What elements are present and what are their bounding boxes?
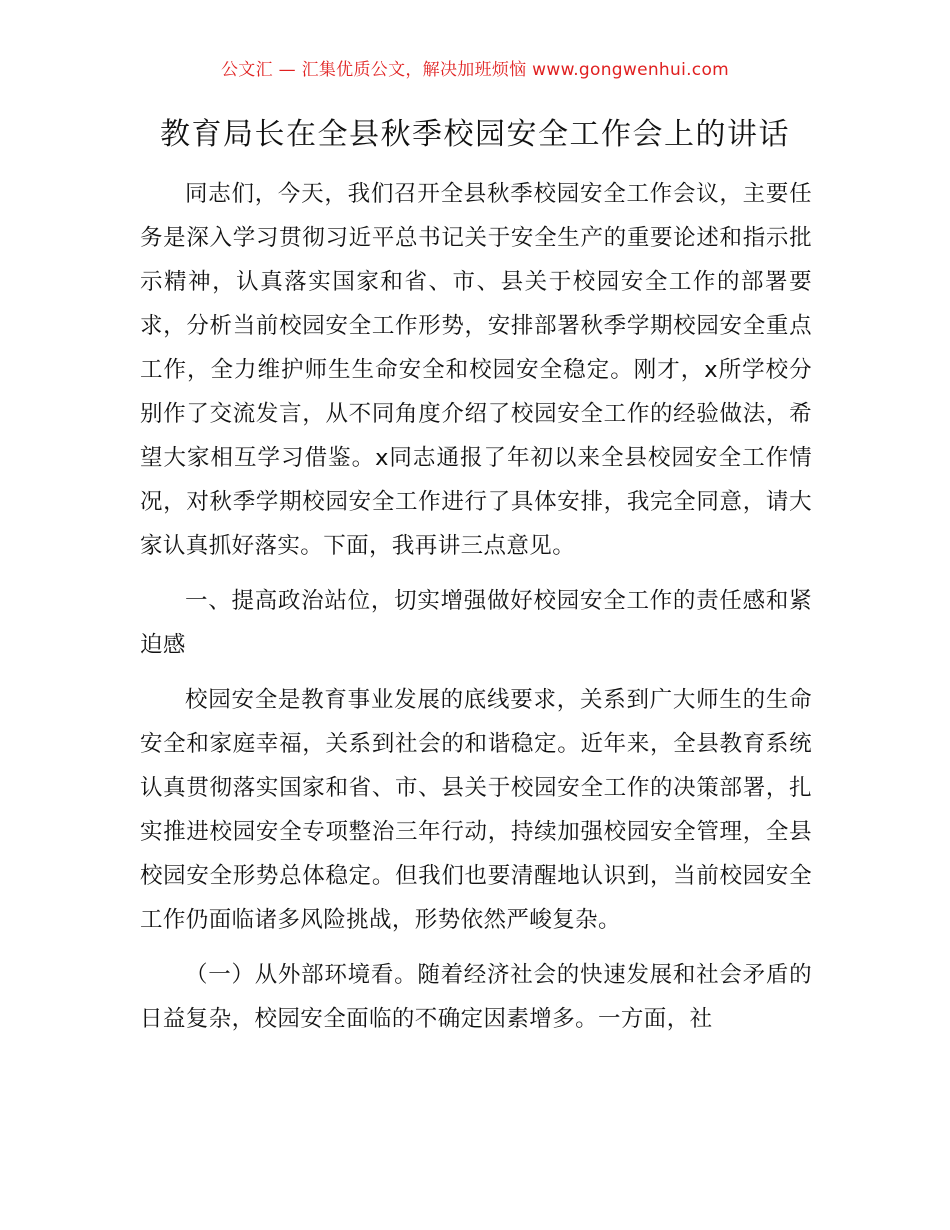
watermark-header: 公文汇 — 汇集优质公文，解决加班烦恼 www.gongwenhui.com: [220, 60, 730, 80]
paragraph-opening: 同志们，今天，我们召开全县秋季校园安全工作会议，主要任务是深入学习贯彻习近平总书记关于安全生产的重要论述和指示批示精神，认真落实国家和省、市、县关于校园安全工作的部署要求，分析当前校园安全工作形势，安排部署秋季学期校园安全重点工作，全力维护师生生命安全和校园安全稳定。刚才，x所学校分别作了交流发言，从不同角度介绍了校园安全工作的经验做法，希望大家相互学习借鉴。x同志通报了年初以来全县校园安全工作情况，对秋季学期校园安全工作进行了具体安排，我完全同意，请大家认真抓好落实。下面，我再讲三点意见。: [140, 181, 812, 559]
document-body: [140, 172, 812, 1041]
section-heading-one: 一、提高政治站位，切实增强做好校园安全工作的责任感和紧迫感: [140, 588, 812, 658]
paragraph-external-environment: （一）从外部环境看。随着经济社会的快速发展和社会矛盾的日益复杂，校园安全面临的不确定因素增多。一方面，社: [140, 962, 812, 1032]
paragraph-campus-safety: 校园安全是教育事业发展的底线要求，关系到广大师生的生命安全和家庭幸福，关系到社会的和谐稳定。近年来，全县教育系统认真贯彻落实国家和省、市、县关于校园安全工作的决策部署，扎实推进校园安全专项整治三年行动，持续加强校园安全管理，全县校园安全形势总体稳定。但我们也要清醒地认识到，当前校园安全工作仍面临诸多风险挑战，形势依然严峻复杂。: [140, 687, 812, 933]
document-title: 教育局长在全县秋季校园安全工作会上的讲话: [160, 117, 790, 152]
